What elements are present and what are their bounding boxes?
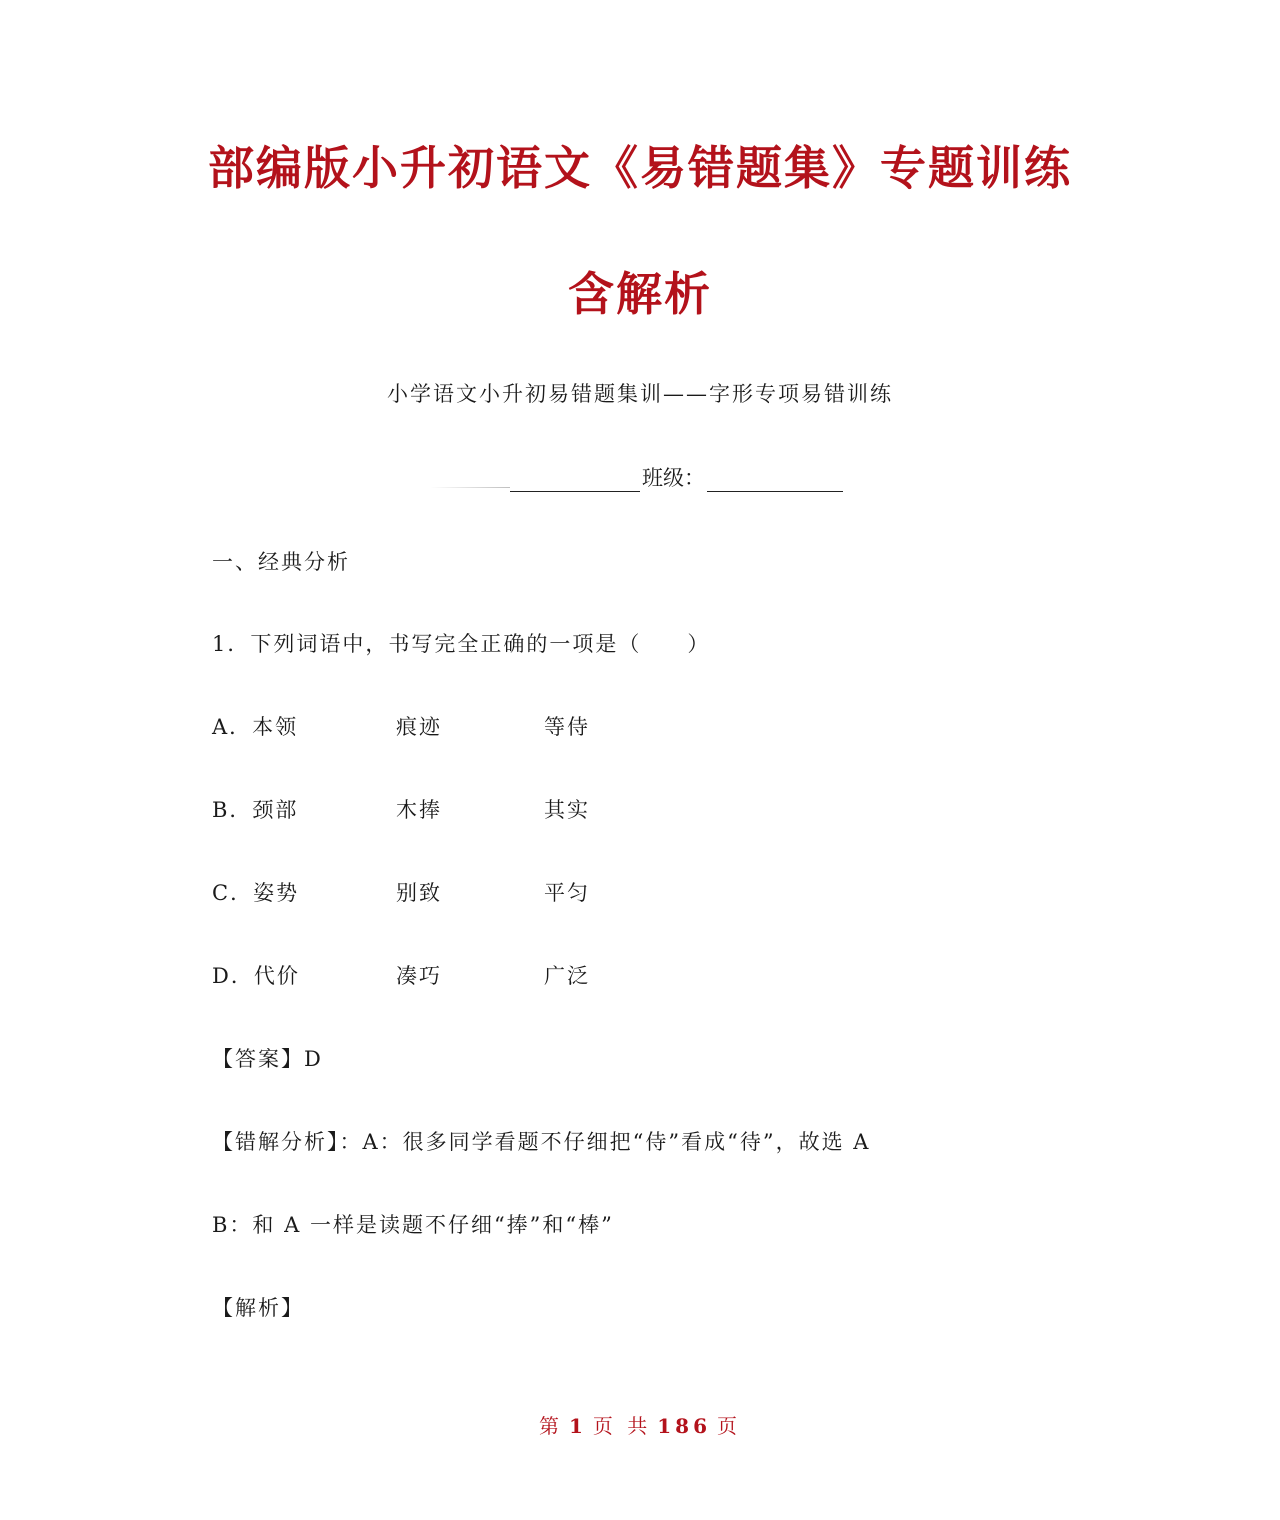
option-label: B．颈部: [212, 798, 299, 822]
option-word: 广泛: [544, 964, 590, 988]
class-label: 班级：: [642, 466, 705, 490]
page-number: 1: [568, 1414, 587, 1438]
option-label: C．姿势: [212, 881, 300, 905]
option-word: 木捧: [396, 798, 442, 822]
question-text: 1．下列词语中，书写完全正确的一项是（ ）: [212, 632, 711, 656]
section-heading: 一、经典分析: [212, 550, 350, 574]
document-title: 部编版小升初语文《易错题集》专题训练: [208, 141, 1072, 195]
class-blank: [707, 465, 843, 492]
option-label: A．本领: [212, 715, 299, 739]
option-word: 其实: [544, 798, 590, 822]
option-word: 凑巧: [396, 964, 442, 988]
footer-prefix: 第: [538, 1414, 563, 1438]
document-subtitle: 小学语文小升初易错题集训——字形专项易错训练: [387, 382, 893, 406]
option-word: 别致: [396, 881, 442, 905]
footer-middle: 页 共: [592, 1414, 652, 1438]
page-footer: [0, 1410, 1280, 1439]
option-word: 平匀: [544, 881, 590, 905]
footer-suffix: 页: [717, 1414, 742, 1438]
explanation-label: 【解析】: [212, 1296, 304, 1320]
error-analysis-line1: 【错解分析】：A：很多同学看题不仔细把“侍”看成“待”，故选 A: [212, 1130, 871, 1154]
document-title-line2: 含解析: [568, 267, 712, 321]
faded-blank: [430, 487, 510, 488]
class-line: [430, 462, 843, 492]
option-word: 痕迹: [396, 715, 442, 739]
answer: 【答案】D: [212, 1047, 323, 1071]
name-blank: [510, 465, 640, 492]
error-analysis-line2: B：和 A 一样是读题不仔细“捧”和“棒”: [212, 1213, 614, 1237]
page-total: 186: [657, 1414, 712, 1438]
option-label: D．代价: [212, 964, 300, 988]
option-word: 等侍: [544, 715, 590, 739]
